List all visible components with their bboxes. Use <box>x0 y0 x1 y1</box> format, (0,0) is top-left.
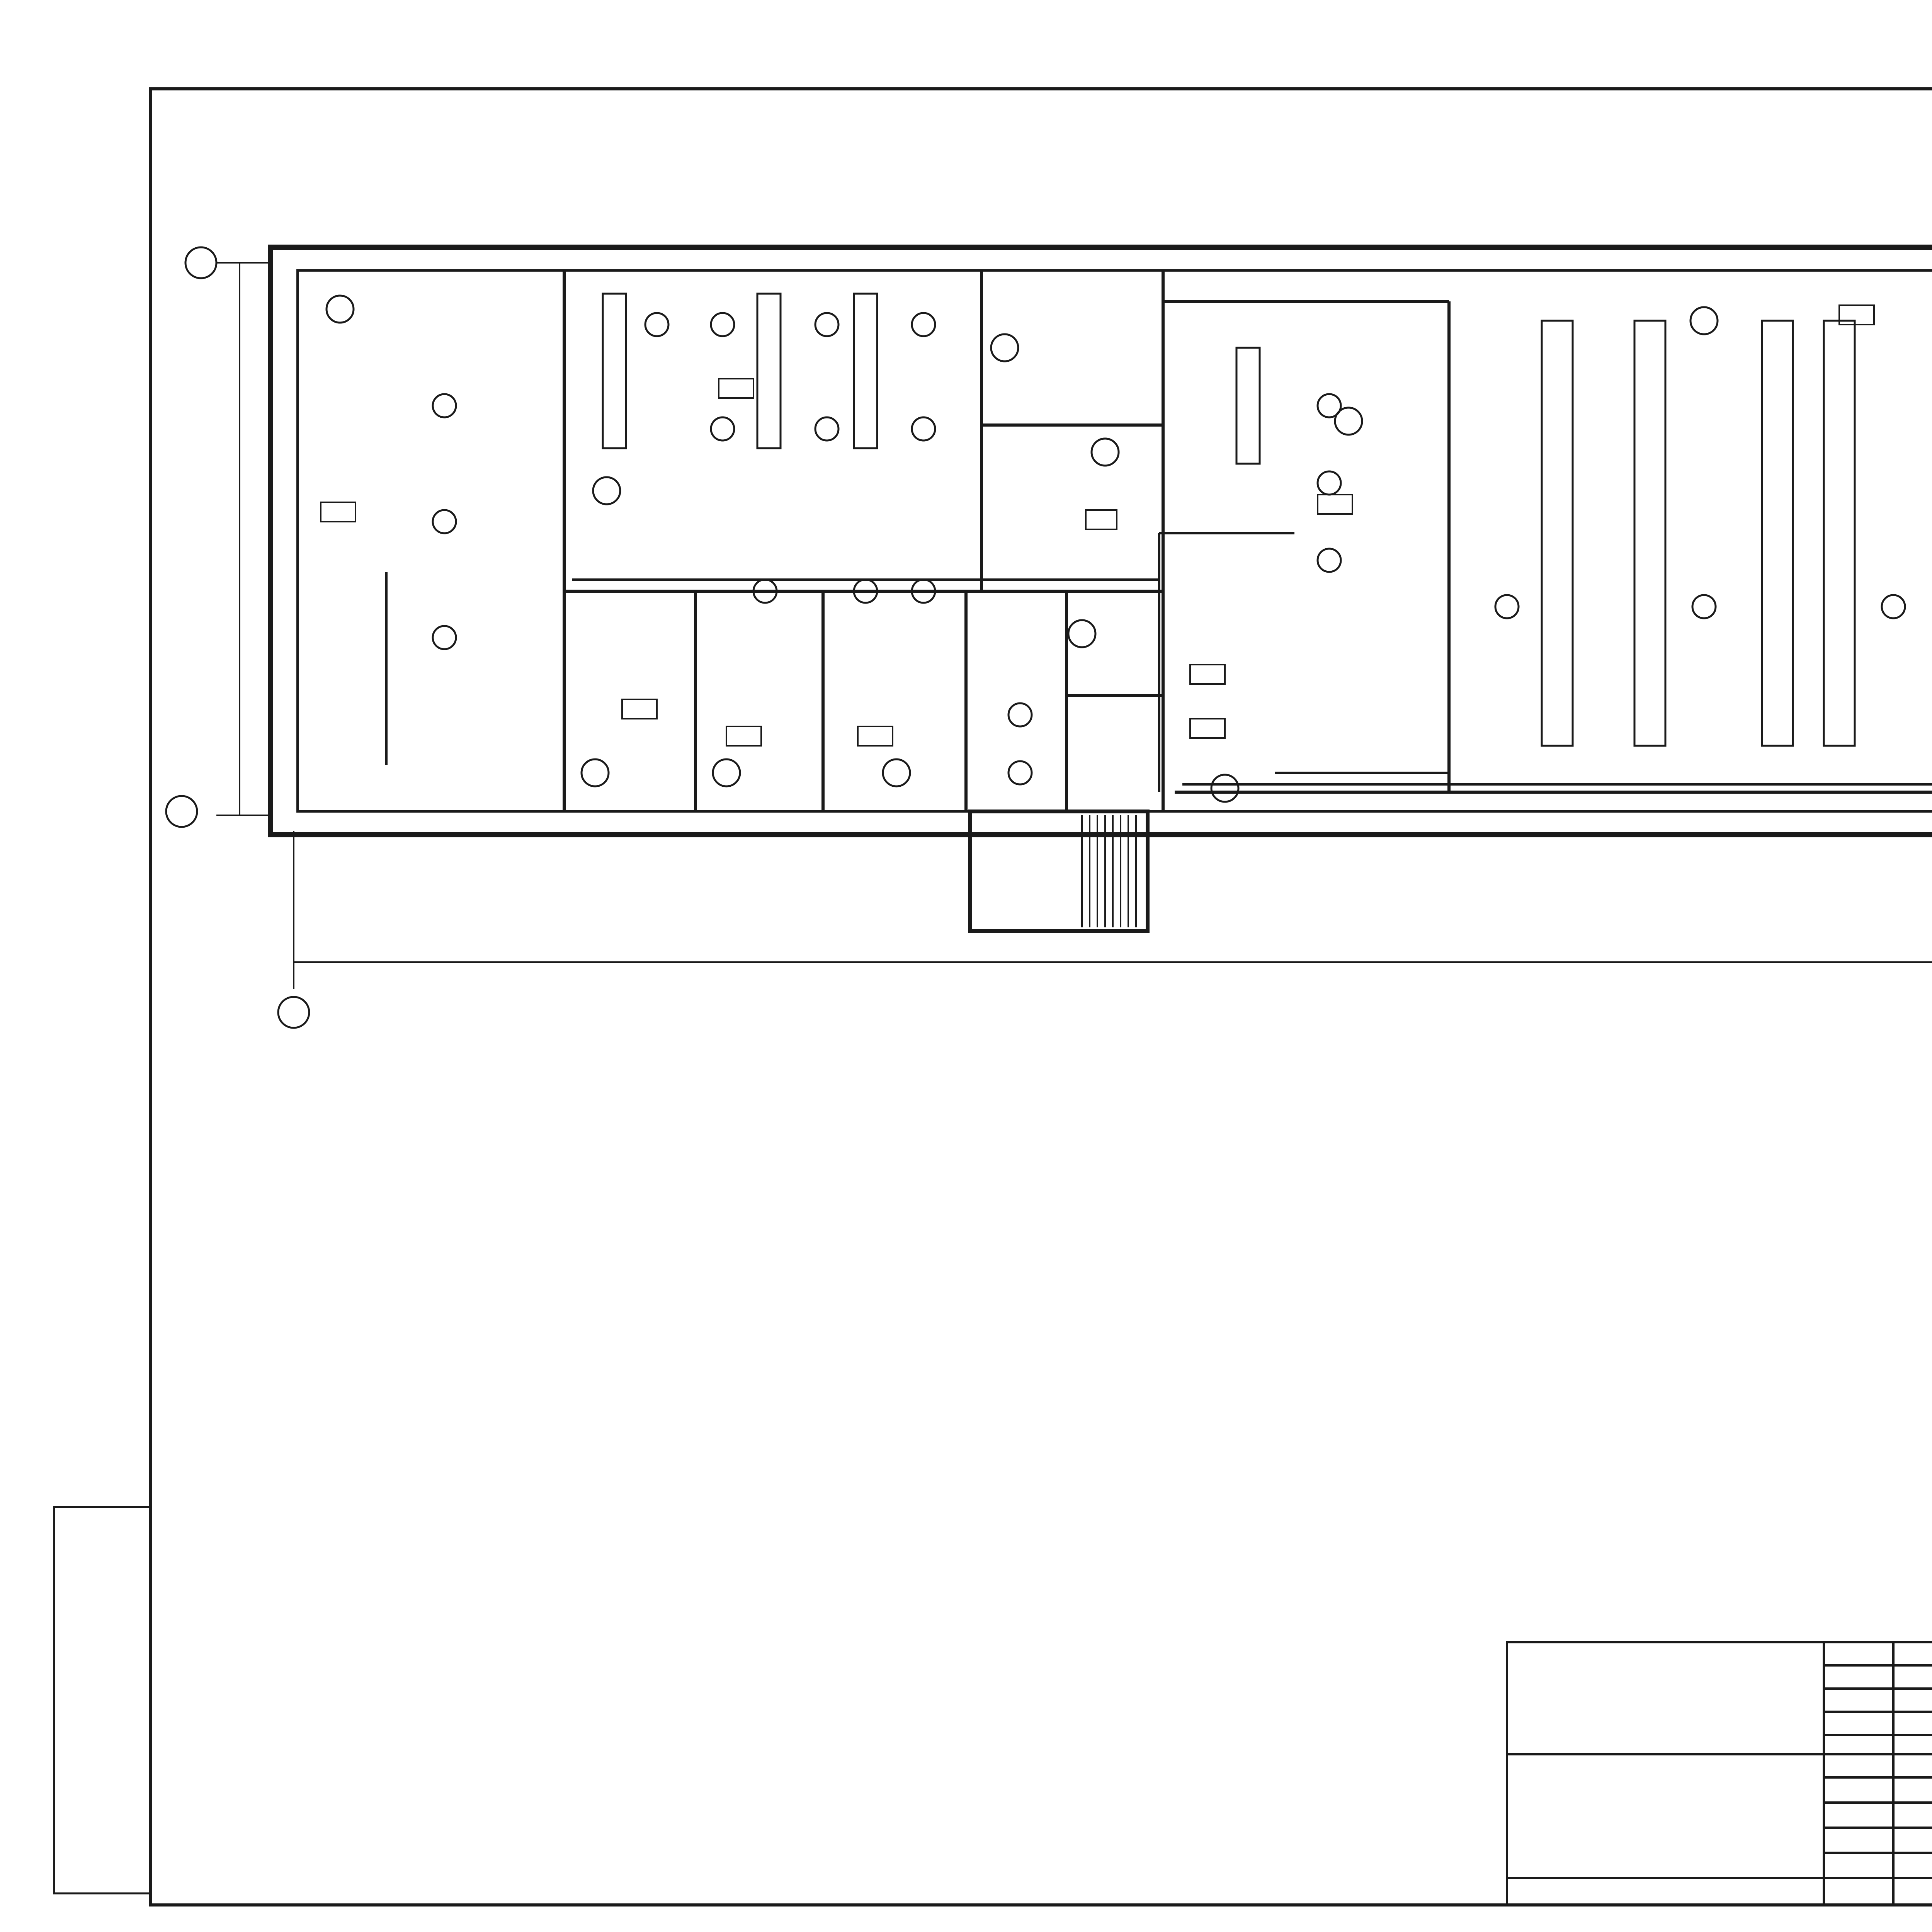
outer-wall <box>270 247 1932 835</box>
axis-marker-a <box>166 796 197 827</box>
partitions <box>564 270 1932 811</box>
floor-plan <box>166 247 1932 1032</box>
illuminance-boxes <box>321 305 1874 746</box>
fluorescent-fixtures <box>603 294 1932 746</box>
axis-marker-1 <box>278 997 309 1028</box>
title-block-grid <box>1507 1642 1932 1905</box>
wiring <box>386 533 1932 792</box>
side-stamp-box <box>54 1507 151 1893</box>
inner-wall <box>298 270 1932 811</box>
axis-marker-b <box>185 247 216 278</box>
dimension-lines <box>216 263 1932 989</box>
